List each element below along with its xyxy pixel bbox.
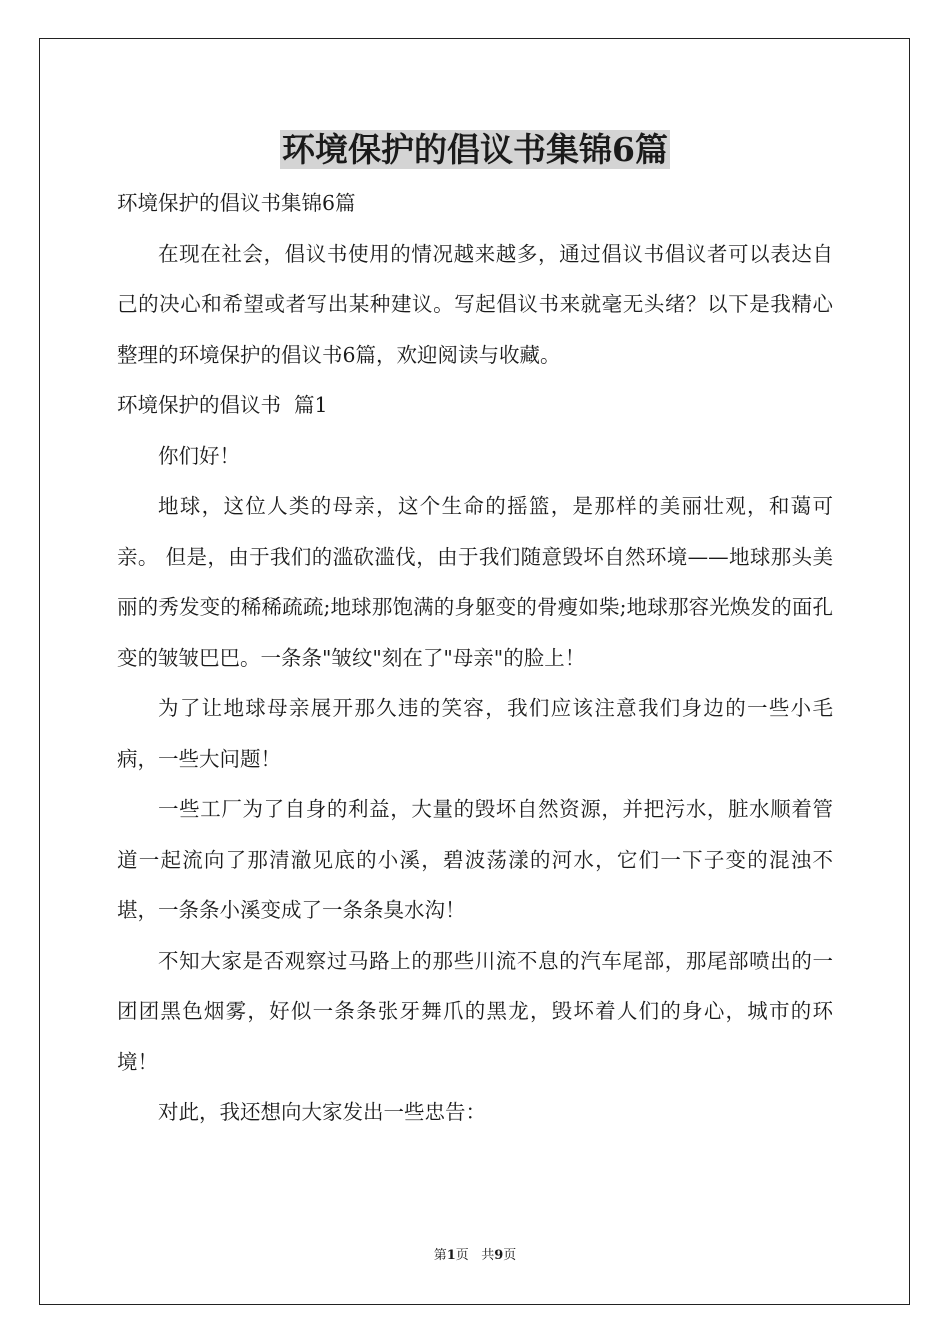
page-prefix: 第	[433, 1248, 447, 1263]
section-heading: 环境保护的倡议书 篇1	[117, 393, 328, 417]
paragraph: 对此，我还想向大家发出一些忠告：	[158, 1100, 486, 1124]
page-footer	[0, 1248, 950, 1264]
paragraph: 不知大家是否观察过马路上的那些川流不息的汽车尾部，那尾部喷出的一团团黑色烟雾，好似一条条张牙舞爪的黑龙，毁坏着人们的身心，城市的环境！	[117, 948, 833, 1074]
document-body	[117, 178, 833, 1138]
total-suffix: 页	[503, 1248, 517, 1263]
total-pages: 9	[494, 1248, 504, 1263]
paragraph: 你们好！	[158, 443, 240, 468]
paragraph: 环境保护的倡议书集锦6篇	[117, 191, 356, 215]
paragraph: 为了让地球母亲展开那久违的笑容，我们应该注意我们身边的一些小毛病，一些大问题！	[117, 696, 833, 771]
total-prefix: 共	[481, 1248, 495, 1263]
document-title-text: 环境保护的倡议书集锦6篇	[282, 130, 668, 169]
paragraph: 一些工厂为了自身的利益，大量的毁坏自然资源，并把污水，脏水顺着管道一起流向了那清澈见底的小溪，碧波荡漾的河水，它们一下子变的混浊不堪，一条条小溪变成了一条条臭水沟！	[117, 797, 833, 922]
page-suffix: 页	[455, 1248, 469, 1263]
document-title	[0, 128, 950, 172]
paragraph: 地球，这位人类的母亲，这个生命的摇篮，是那样的美丽壮观，和蔼可亲。 但是，由于我们的滥砍滥伐，由于我们随意毁坏自然环境——地球那头美丽的秀发变的稀稀疏疏;地球那饱满的身躯变的骨瘦如柴;地球那容光焕发的面孔变的皱皱巴巴。一条条"皱纹"刻在了"母亲"的脸上！	[117, 494, 833, 670]
page-number: 1	[446, 1248, 456, 1263]
paragraph: 在现在社会，倡议书使用的情况越来越多，通过倡议书倡议者可以表达自己的决心和希望或者写出某种建议。写起倡议书来就毫无头绪？以下是我精心整理的环境保护的倡议书6篇，欢迎阅读与收藏。	[117, 241, 833, 367]
